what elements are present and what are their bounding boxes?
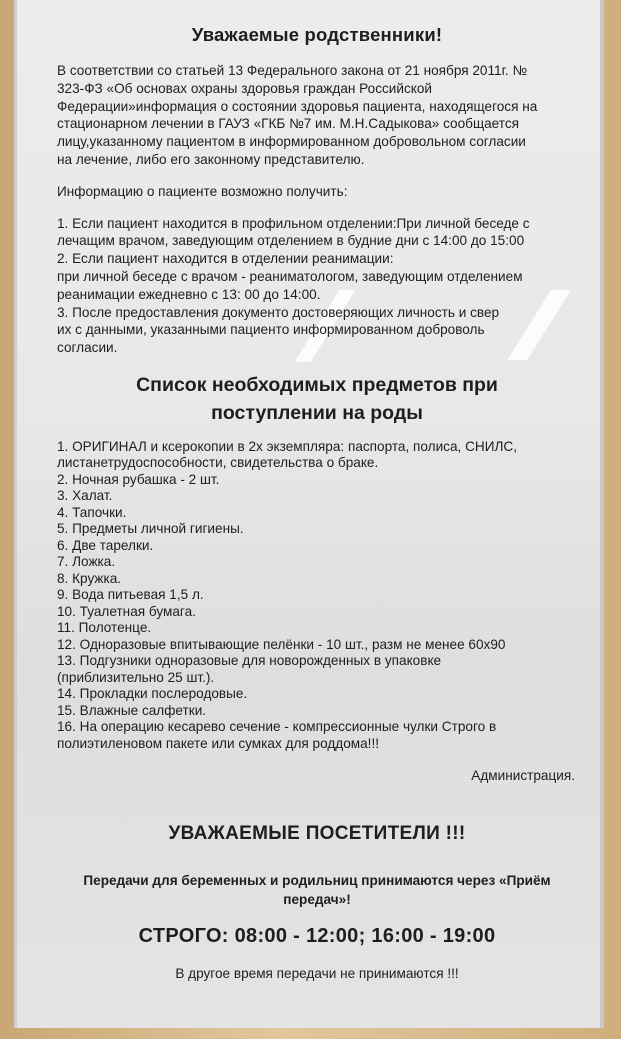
parcels-note	[57, 871, 577, 909]
items-list-title	[57, 371, 577, 427]
list-item: 12. Одноразовые впитывающие пелёнки - 10 шт., разм не менее 60х90	[57, 636, 506, 652]
list-item: 11. Полотенце.	[57, 620, 152, 636]
text-line: лицу,указанному пациентом в информированном добровольном согласии	[57, 134, 526, 150]
notice-content	[57, 18, 577, 981]
law-paragraph	[57, 62, 577, 169]
title-line: поступлении на роды	[211, 401, 423, 424]
info-conditions	[57, 215, 577, 357]
list-item: 8. Кружка.	[57, 570, 122, 586]
list-item: 7. Ложка.	[57, 554, 116, 570]
text-line: 3. После предоставления документо достоверяющих личность и свер	[57, 304, 500, 320]
list-item: 13. Подгузники одноразовые для новорожденных в упаковке	[57, 653, 442, 669]
text-line: В соответствии со статьей 13 Федерального закона от 21 ноября 2011г. №	[57, 63, 528, 78]
list-item: 10. Туалетная бумага.	[57, 603, 196, 619]
list-item: полиэтиленовом пакете или сумках для роддома!!!	[57, 735, 380, 751]
text-line: стационарном лечении в ГАУЗ «ГКБ №7 им. М.Н.Садыкова» сообщается	[57, 116, 520, 132]
text-line: реанимации ежедневно с 13: 00 до 14:00.	[57, 286, 321, 302]
list-item: 4. Тапочки.	[57, 504, 127, 520]
list-item: 6. Две тарелки.	[57, 537, 154, 553]
list-item: 2. Ночная рубашка - 2 шт.	[57, 471, 220, 487]
visitors-title: УВАЖАЕМЫЕ ПОСЕТИТЕЛИ !!!	[168, 823, 466, 845]
relatives-title: Уважаемые родственники!	[191, 24, 443, 45]
text-line: 323-ФЗ «Об основах охраны здоровья граждан Российской	[57, 80, 433, 96]
text-line: при личной беседе с врачом - реаниматологом, заведующим отделением	[57, 268, 523, 284]
list-item: (приблизительно 25 шт.).	[57, 669, 215, 685]
note-line: Передачи для беременных и родильниц принимаются через «Приём	[83, 873, 551, 889]
list-item: листанетрудоспособности, свидетельства о браке.	[57, 455, 379, 471]
text-line: на лечение, либо его законному представителю.	[57, 151, 365, 167]
note-line: передач»!	[283, 892, 351, 908]
text-line: их с данными, указанными пациенто информированном доброволь	[57, 322, 485, 338]
text-line: Федерации»информация о состоянии здоровья пациента, находящегося на	[57, 98, 538, 114]
info-heading: Информацию о пациенте возможно получить:	[57, 183, 348, 199]
footer-note: В другое время передачи не принимаются !!!	[175, 966, 459, 982]
administration-signature: Администрация.	[471, 768, 575, 784]
title-line: Список необходимых предметов при	[136, 373, 498, 396]
list-item: 16. На операцию кесарево сечение - компрессионные чулки Строго в	[57, 719, 497, 735]
notice-sheet	[14, 0, 604, 1028]
text-line: согласии.	[57, 340, 118, 356]
reception-hours: СТРОГО: 08:00 - 12:00; 16:00 - 19:00	[138, 925, 496, 948]
list-item: 5. Предметы личной гигиены.	[57, 521, 244, 537]
text-line: 1. Если пациент находится в профильном отделении:При личной беседе с	[57, 215, 530, 231]
list-item: 9. Вода питьевая 1,5 л.	[57, 587, 204, 603]
text-line: 2. Если пациент находится в отделении реанимации:	[57, 251, 394, 267]
list-item: 14. Прокладки послеродовые.	[57, 686, 248, 702]
list-item: 15. Влажные салфетки.	[57, 702, 207, 718]
list-item: 3. Халат.	[57, 488, 113, 504]
list-item: 1. ОРИГИНАЛ и ксерокопии в 2х экземпляра: паспорта, полиса, СНИЛС,	[57, 438, 518, 454]
items-list	[57, 439, 577, 753]
text-line: лечащим врачом, заведующим отделением в будние дни с 14:00 до 15:00	[57, 233, 525, 249]
